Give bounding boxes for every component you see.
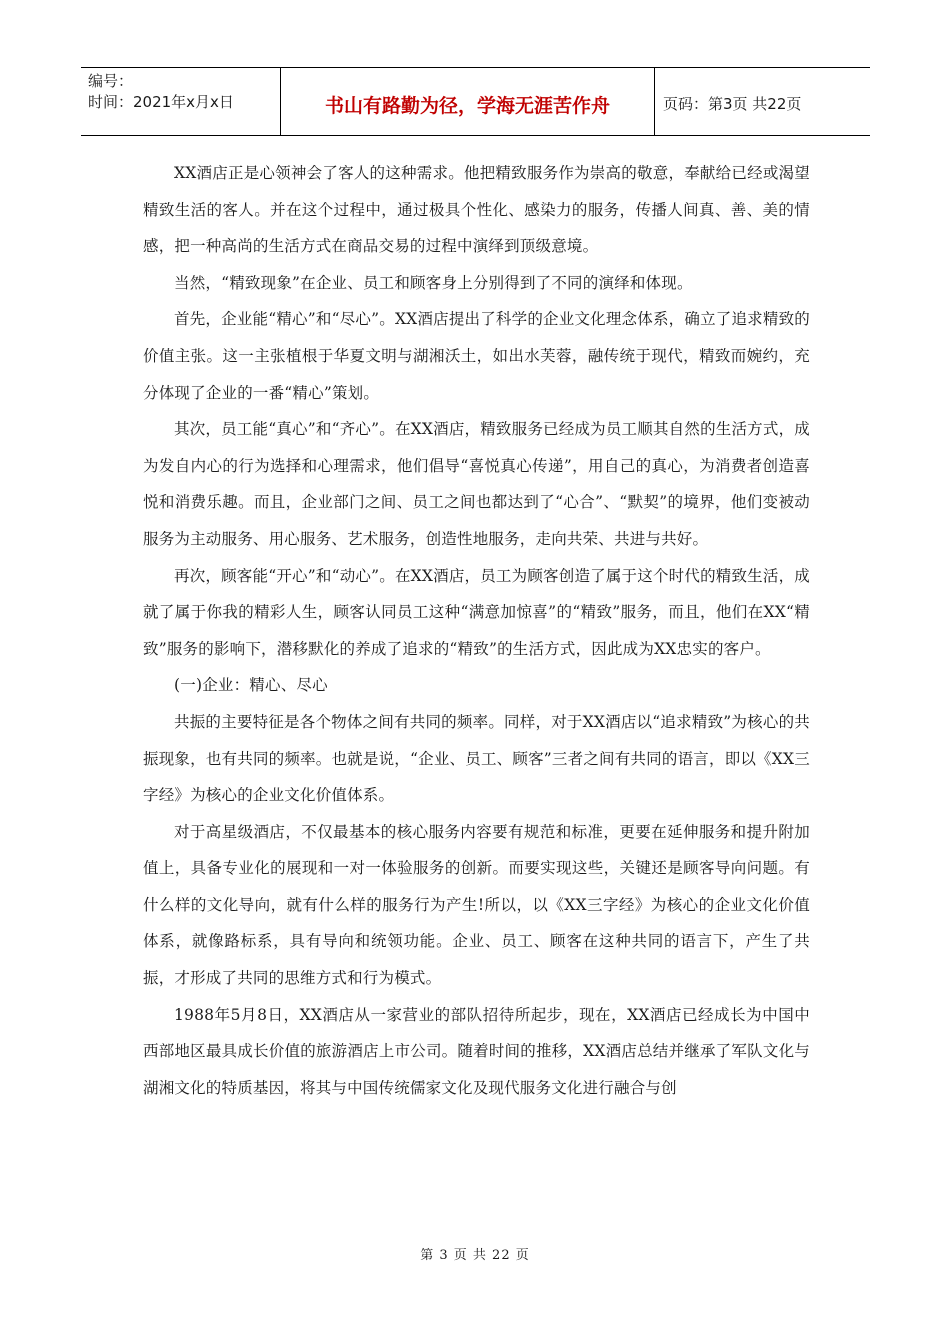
header-meta <box>81 68 280 135</box>
paragraph: 首先，企业能“精心”和“尽心”。XX酒店提出了科学的企业文化理念体系，确立了追求精致的价值主张。这一主张植根于华夏文明与湖湘沃土，如出水芙蓉，融传统于现代，精致而婉约，充分体现了企业的一番“精心”策划。 <box>143 310 810 402</box>
footer-page-number: 第 3 页 共 22 页 <box>420 1248 530 1263</box>
document-body <box>143 155 810 1106</box>
paragraph: 再次，顾客能“开心”和“动心”。在XX酒店，员工为顾客创造了属于这个时代的精致生活，成就了属于你我的精彩人生，顾客认同员工这种“满意加惊喜”的“精致”服务，而且，他们在XX“精致”服务的影响下，潜移默化的养成了追求的“精致”的生活方式，因此成为XX忠实的客户。 <box>143 566 810 658</box>
paragraph: 其次，员工能“真心”和“齐心”。在XX酒店，精致服务已经成为员工顺其自然的生活方式，成为发自内心的行为选择和心理需求，他们倡导“喜悦真心传递”，用自己的真心，为消费者创造喜悦和消费乐趣。而且，企业部门之间、员工之间也都达到了“心合”、“默契”的境界，他们变被动服务为主动服务、用心服务、艺术服务，创造性地服务，走向共荣、共进与共好。 <box>143 420 810 548</box>
header-motto <box>280 68 655 135</box>
motto-text: 书山有路勤为径，学海无涯苦作舟 <box>324 95 610 117</box>
header-page-info <box>655 68 870 135</box>
page-footer <box>0 1244 950 1263</box>
paragraph: 共振的主要特征是各个物体之间有共同的频率。同样，对于XX酒店以“追求精致”为核心的共振现象，也有共同的频率。也就是说，“企业、员工、顾客”三者之间有共同的语言，即以《XX三字经》为核心的企业文化价值体系。 <box>143 712 810 805</box>
paragraph: 对于高星级酒店，不仅最基本的核心服务内容要有规范和标准，更要在延伸服务和提升附加值上，具备专业化的展现和一对一体验服务的创新。而要实现这些，关键还是顾客导向问题。有什么样的文化导向，就有什么样的服务行为产生!所以，以《XX三字经》为核心的企业文化价值体系，就像路标系，具有导向和统领功能。企业、员工、顾客在这种共同的语言下，产生了共振，才形成了共同的思维方式和行为模式。 <box>143 822 810 988</box>
section-heading: (一)企业：精心、尽心 <box>174 676 328 695</box>
page-info-text: 页码：第3页 共22页 <box>663 95 802 113</box>
paragraph: 当然，“精致现象”在企业、员工和顾客身上分别得到了不同的演绎和体现。 <box>174 273 693 292</box>
paragraph: XX酒店正是心领神会了客人的这种需求。他把精致服务作为崇高的敬意，奉献给已经或渴望精致生活的客人。并在这个过程中，通过极具个性化、感染力的服务，传播人间真、善、美的情感，把一种高尚的生活方式在商品交易的过程中演绎到顶级意境。 <box>143 164 810 256</box>
page-header <box>81 67 870 136</box>
time-label: 时间：2021年x月x日 <box>88 93 234 111</box>
number-label: 编号： <box>88 72 134 90</box>
paragraph: 1988年5月8日，XX酒店从一家营业的部队招待所起步，现在，XX酒店已经成长为中国中西部地区最具成长价值的旅游酒店上市公司。随着时间的推移，XX酒店总结并继承了军队文化与湖湘文化的特质基因，将其与中国传统儒家文化及现代服务文化进行融合与创 <box>143 1005 810 1097</box>
